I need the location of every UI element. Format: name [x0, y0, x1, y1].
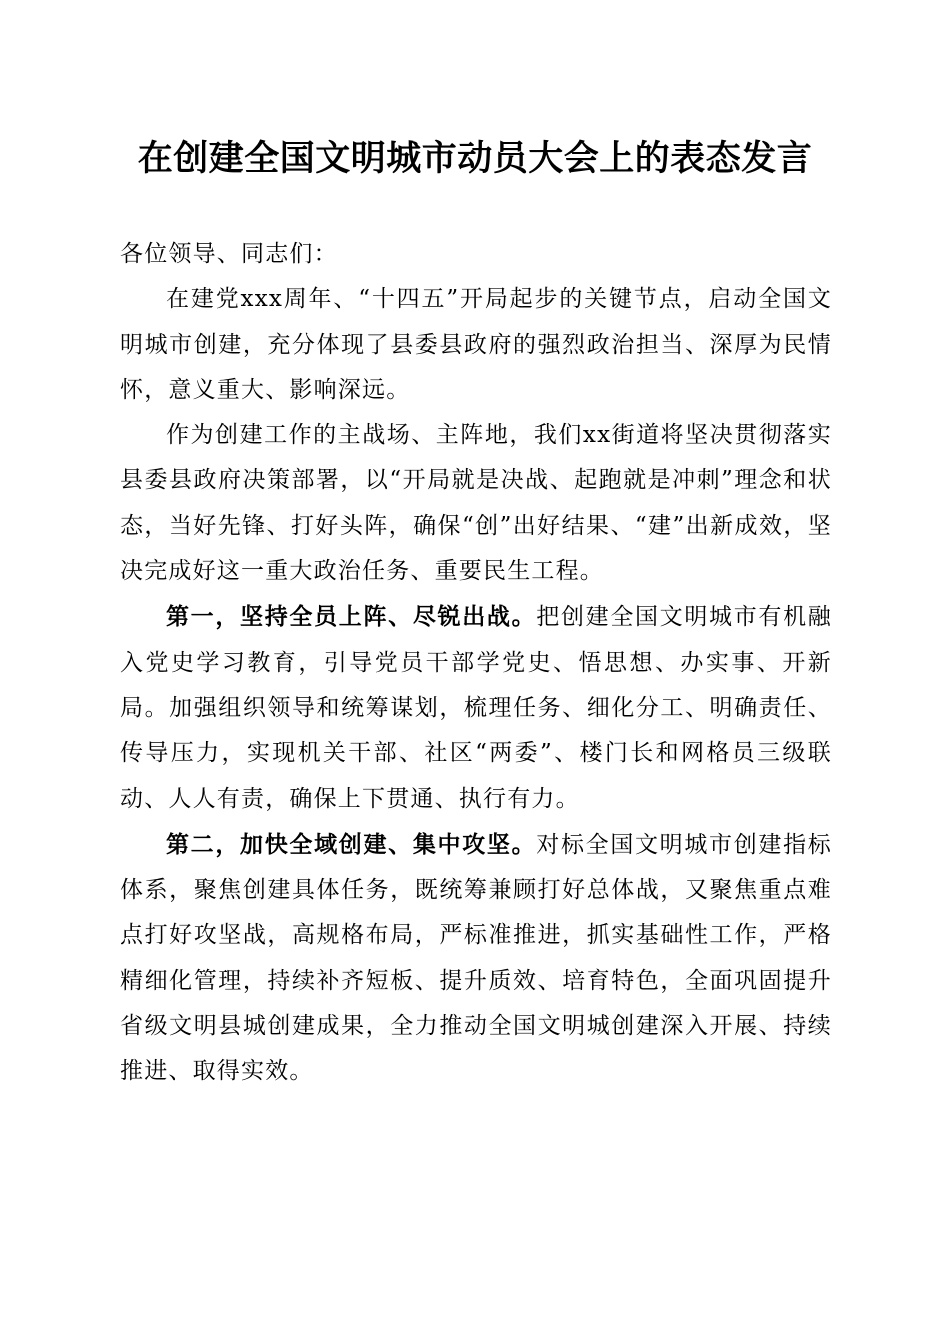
paragraph-4-text: 对标全国文明城市创建指标体系，聚焦创建具体任务，既统筹兼顾打好总体战，又聚焦重点难点打好攻坚战，高规格布局，严标准推进，抓实基础性工作，严格精细化管理，持续补齐短板、提升质效、培育特色，全面巩固提升省级文明县城创建成果，全力推动全国文明城创建深入开展、持续推进、取得实效。 — [120, 831, 832, 1085]
paragraph-2-text: 作为创建工作的主战场、主阵地，我们xx街道将坚决贯彻落实县委县政府决策部署，以“开局就是决战、起跑就是冲刺”理念和状态，当好先锋、打好头阵，确保“创”出好结果、“建”出新成效，坚决完成好这一重大政治任务、重要民生工程。 — [120, 422, 832, 585]
paragraph-2 — [120, 413, 832, 594]
document-body — [120, 232, 832, 1095]
document-title: 在创建全国文明城市动员大会上的表态发言 — [137, 138, 813, 179]
paragraph-4 — [120, 822, 832, 1095]
paragraph-3-text: 把创建全国文明城市有机融入党史学习教育，引导党员干部学党史、悟思想、办实事、开新局。加强组织领导和统筹谋划，梳理任务、细化分工、明确责任、传导压力，实现机关干部、社区“两委”、楼门长和网格员三级联动、人人有责，确保上下贯通、执行有力。 — [120, 604, 832, 812]
salutation: 各位领导、同志们： — [120, 241, 338, 267]
paragraph-1 — [120, 277, 832, 413]
paragraph-4-heading: 第二，加快全域创建、集中攻坚。 — [166, 830, 537, 858]
paragraph-3 — [120, 594, 832, 821]
paragraph-3-heading: 第一，坚持全员上阵、尽锐出战。 — [166, 603, 537, 631]
paragraph-1-text: 在建党xxx周年、“十四五”开局起步的关键节点，启动全国文明城市创建，充分体现了县委县政府的强烈政治担当、深厚为民情怀，意义重大、影响深远。 — [120, 286, 832, 403]
